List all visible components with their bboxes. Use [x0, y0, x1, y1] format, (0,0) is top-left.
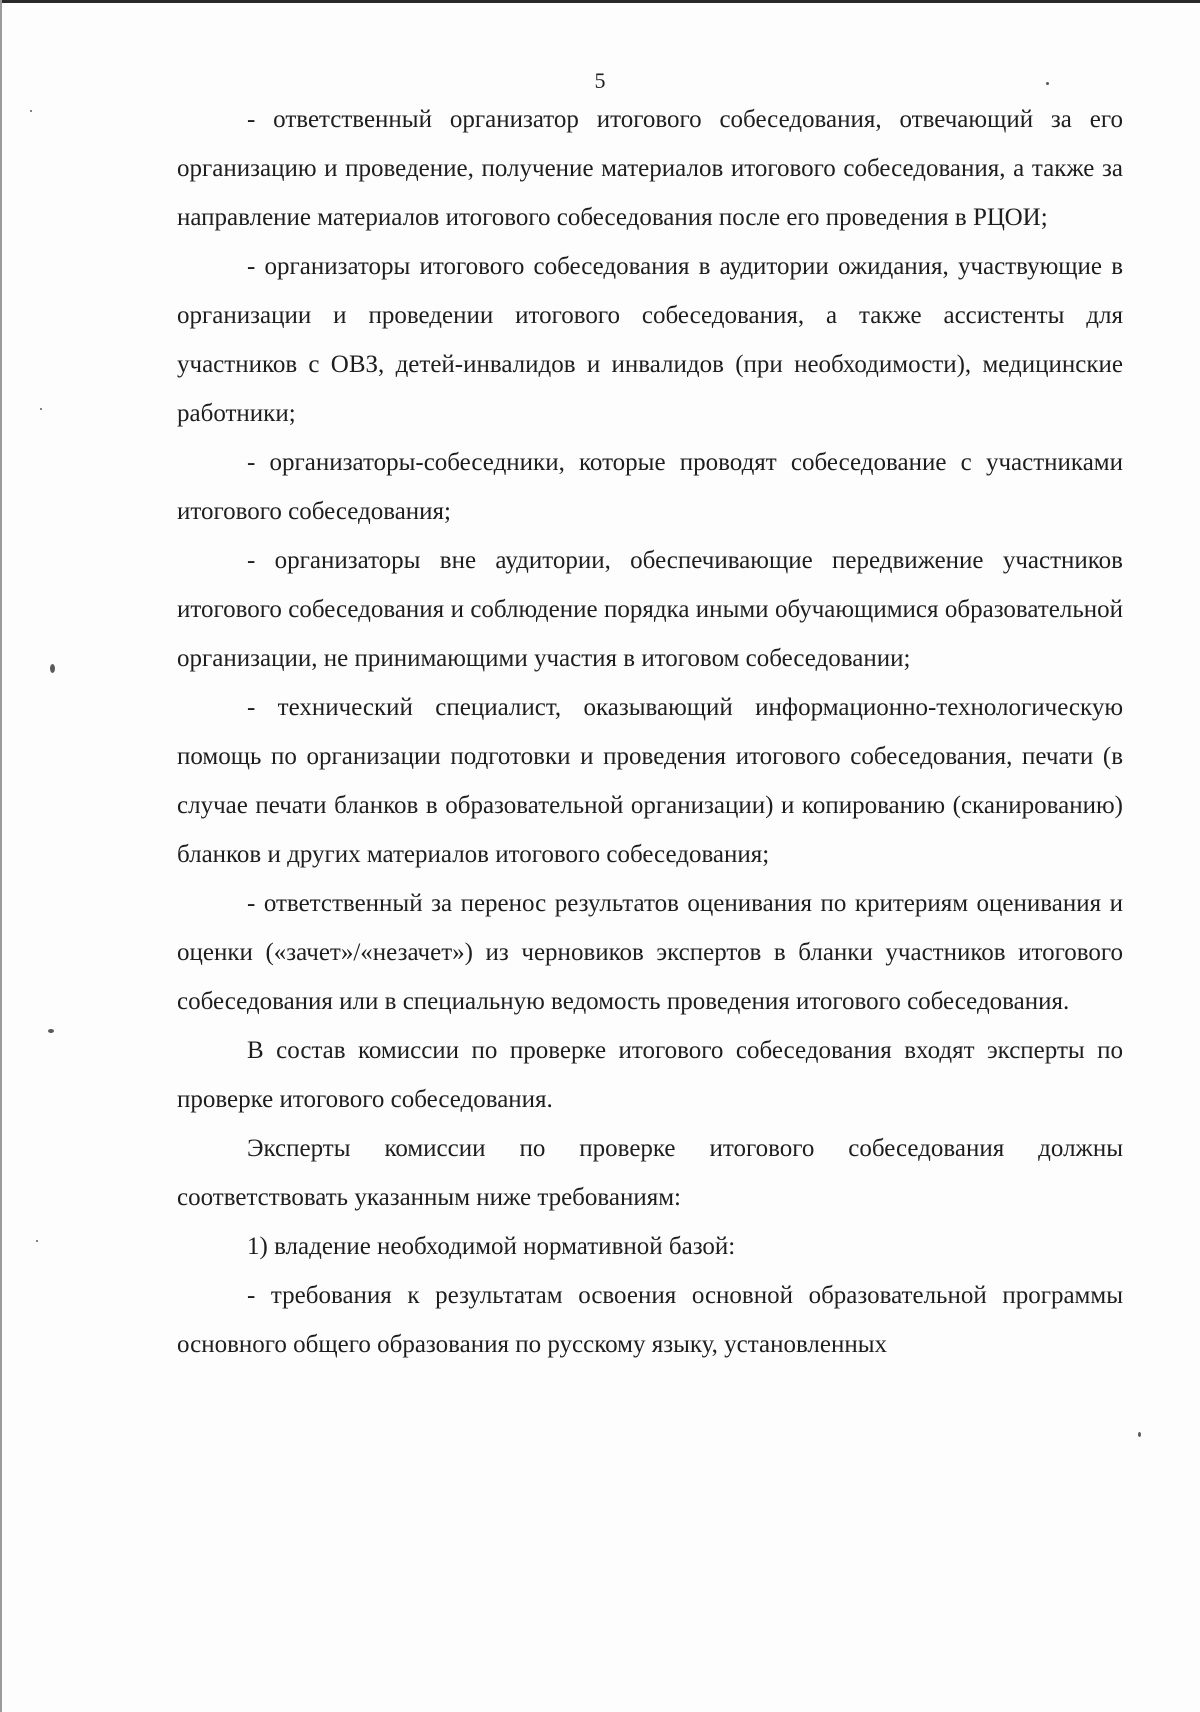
- paragraph-expert-requirements: Эксперты комиссии по проверке итогового собеседования должны соответствовать указанным ниже требованиям:: [177, 1135, 1123, 1211]
- document-body: [177, 95, 1123, 1369]
- paragraph-responsible-organizer: - ответственный организатор итогового собеседования, отвечающий за его организацию и проведение, получение материалов итогового собеседования, а также за направление материалов итогового собеседования после его проведения в РЦОИ;: [177, 106, 1123, 231]
- paragraph-program-requirements: - требования к результатам освоения основной образовательной программы основного общего образования по русскому языку, установленных: [177, 1282, 1123, 1358]
- scan-speck: [50, 664, 55, 673]
- paragraph-requirement-1: 1) владение необходимой нормативной базой:: [247, 1233, 736, 1260]
- paragraph-interviewer-organizers: - организаторы-собеседники, которые проводят собеседование с участниками итогового собеседования;: [177, 449, 1123, 525]
- scan-speck: [48, 1029, 54, 1033]
- paragraph-results-transfer: - ответственный за перенос результатов оценивания по критериям оценивания и оценки («зачет»/«незачет») из черновиков экспертов в бланки участников итогового собеседования или в специальную ведомость проведения итогового собеседования.: [177, 890, 1123, 1015]
- page-number: 5: [594, 68, 606, 93]
- scan-top-edge: [0, 0, 1200, 3]
- scan-speck: [1138, 1432, 1141, 1437]
- paragraph-technical-specialist: - технический специалист, оказывающий информационно-технологическую помощь по организации подготовки и проведения итогового собеседования, печати (в случае печати бланков в образовательной организации) и копированию (сканированию) бланков и других материалов итогового собеседования;: [177, 694, 1123, 868]
- scan-speck: [1046, 82, 1049, 85]
- paragraph-waiting-room-organizers: - организаторы итогового собеседования в аудитории ожидания, участвующие в организации и проведении итогового собеседования, а также ассистенты для участников с ОВЗ, детей-инвалидов и инвалидов (при необходимости), медицинские работники;: [177, 253, 1123, 427]
- paragraph-commission-composition: В состав комиссии по проверке итогового собеседования входят эксперты по проверке итогового собеседования.: [177, 1037, 1123, 1113]
- scan-left-edge: [0, 0, 2, 1712]
- scan-speck: [36, 1240, 38, 1242]
- paragraph-outside-organizers: - организаторы вне аудитории, обеспечивающие передвижение участников итогового собеседования и соблюдение порядка иными обучающимися образовательной организации, не принимающими участия в итоговом собеседовании;: [177, 547, 1123, 672]
- scan-speck: [40, 408, 42, 410]
- scan-speck: [30, 110, 32, 112]
